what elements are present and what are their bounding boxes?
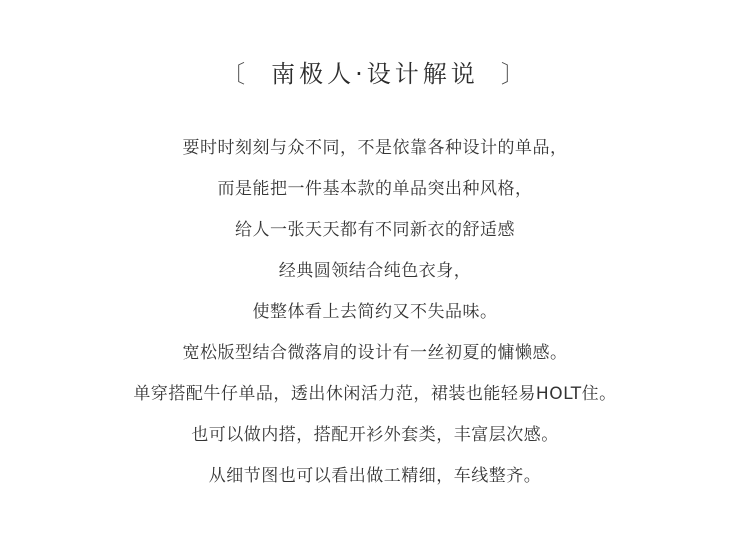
description-line: 经典圆领结合纯色衣身， xyxy=(278,261,472,281)
section-title xyxy=(0,54,750,94)
description-line: 给人一张天天都有不同新衣的舒适感 xyxy=(235,220,515,240)
description-line: 而是能把一件基本款的单品突出种风格， xyxy=(217,179,533,199)
description-line: 单穿搭配牛仔单品，透出休闲活力范，裙装也能轻易HOLT住。 xyxy=(133,384,617,404)
description-line: 从细节图也可以看出做工精细，车线整齐。 xyxy=(208,466,542,486)
description-line: 宽松版型结合微落肩的设计有一丝初夏的慵懒感。 xyxy=(182,343,568,363)
description-line: 要时时刻刻与众不同，不是依靠各种设计的单品， xyxy=(182,138,568,158)
title-text: 南极人·设计解说 xyxy=(271,60,479,88)
description-line: 使整体看上去简约又不失品味。 xyxy=(252,302,498,322)
description-paragraph xyxy=(0,128,750,497)
description-line: 也可以做内搭，搭配开衫外套类，丰富层次感。 xyxy=(191,425,559,445)
title-right-bracket: 〕 xyxy=(500,60,529,88)
title-left-bracket: 〔 xyxy=(221,60,250,88)
